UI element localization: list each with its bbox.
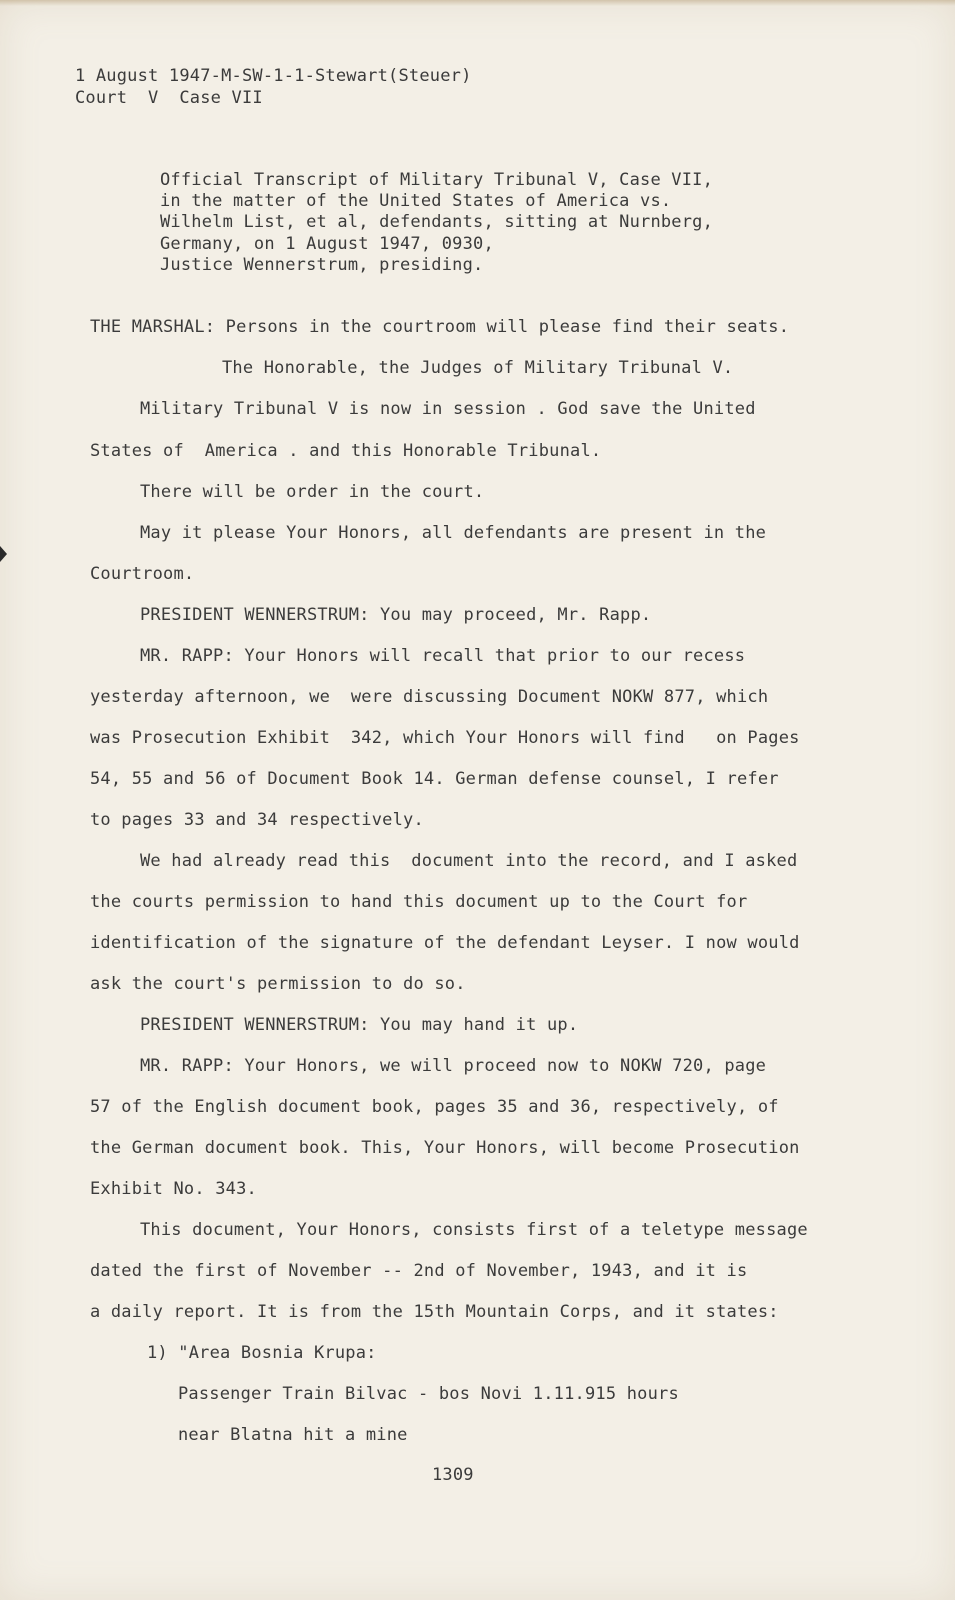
transcript-line: identification of the signature of the defendant Leyser. I now would xyxy=(90,933,800,953)
transcript-line: the German document book. This, Your Honors, will become Prosecution xyxy=(90,1138,800,1158)
transcript-line: Courtroom. xyxy=(90,564,195,584)
transcript-line: a daily report. It is from the 15th Mountain Corps, and it states: xyxy=(90,1302,779,1322)
transcript-line: PRESIDENT WENNERSTRUM: You may hand it up. xyxy=(140,1015,579,1035)
caption-line: in the matter of the United States of America vs. xyxy=(160,191,672,211)
caption-line: Justice Wennerstrum, presiding. xyxy=(160,255,484,275)
transcript-line: The Honorable, the Judges of Military Tribunal V. xyxy=(222,358,734,378)
transcript-line: PRESIDENT WENNERSTRUM: You may proceed, Mr. Rapp. xyxy=(140,605,652,625)
transcript-line: There will be order in the court. xyxy=(140,482,485,502)
header-date-line: 1 August 1947-M-SW-1-1-Stewart(Steuer) xyxy=(75,66,472,86)
transcript-line: the courts permission to hand this document up to the Court for xyxy=(90,892,748,912)
caption-line: Germany, on 1 August 1947, 0930, xyxy=(160,234,494,254)
transcript-line: ask the court's permission to do so. xyxy=(90,974,466,994)
transcript-line: 54, 55 and 56 of Document Book 14. German defense counsel, I refer xyxy=(90,769,779,789)
transcript-line: dated the first of November -- 2nd of November, 1943, and it is xyxy=(90,1261,748,1281)
transcript-line: Exhibit No. 343. xyxy=(90,1179,257,1199)
caption-line: Official Transcript of Military Tribunal V, Case VII, xyxy=(160,170,714,190)
transcript-line: Passenger Train Bilvac - bos Novi 1.11.915 hours xyxy=(178,1384,679,1404)
transcript-line: yesterday afternoon, we were discussing Document NOKW 877, which xyxy=(90,687,769,707)
caption-line: Wilhelm List, et al, defendants, sitting at Nurnberg, xyxy=(160,212,714,232)
transcript-line: 57 of the English document book, pages 35 and 36, respectively, of xyxy=(90,1097,779,1117)
transcript-line: We had already read this document into the record, and I asked xyxy=(140,851,798,871)
header-court-line: Court V Case VII xyxy=(75,88,263,108)
transcript-line: States of America . and this Honorable Tribunal. xyxy=(90,441,602,461)
page-number: 1309 xyxy=(432,1465,474,1485)
transcript-line: MR. RAPP: Your Honors will recall that prior to our recess xyxy=(140,646,746,666)
transcript-line: was Prosecution Exhibit 342, which Your Honors will find on Pages xyxy=(90,728,800,748)
transcript-line: MR. RAPP: Your Honors, we will proceed now to NOKW 720, page xyxy=(140,1056,767,1076)
transcript-line: to pages 33 and 34 respectively. xyxy=(90,810,424,830)
transcript-line: May it please Your Honors, all defendants are present in the xyxy=(140,523,767,543)
transcript-line: near Blatna hit a mine xyxy=(178,1425,408,1445)
transcript-line: THE MARSHAL: Persons in the courtroom will please find their seats. xyxy=(90,317,790,337)
transcript-line: Military Tribunal V is now in session . God save the United xyxy=(140,399,756,419)
binder-hole-mark xyxy=(0,546,7,562)
transcript-line: This document, Your Honors, consists first of a teletype message xyxy=(140,1220,808,1240)
transcript-line: 1) "Area Bosnia Krupa: xyxy=(147,1343,377,1363)
